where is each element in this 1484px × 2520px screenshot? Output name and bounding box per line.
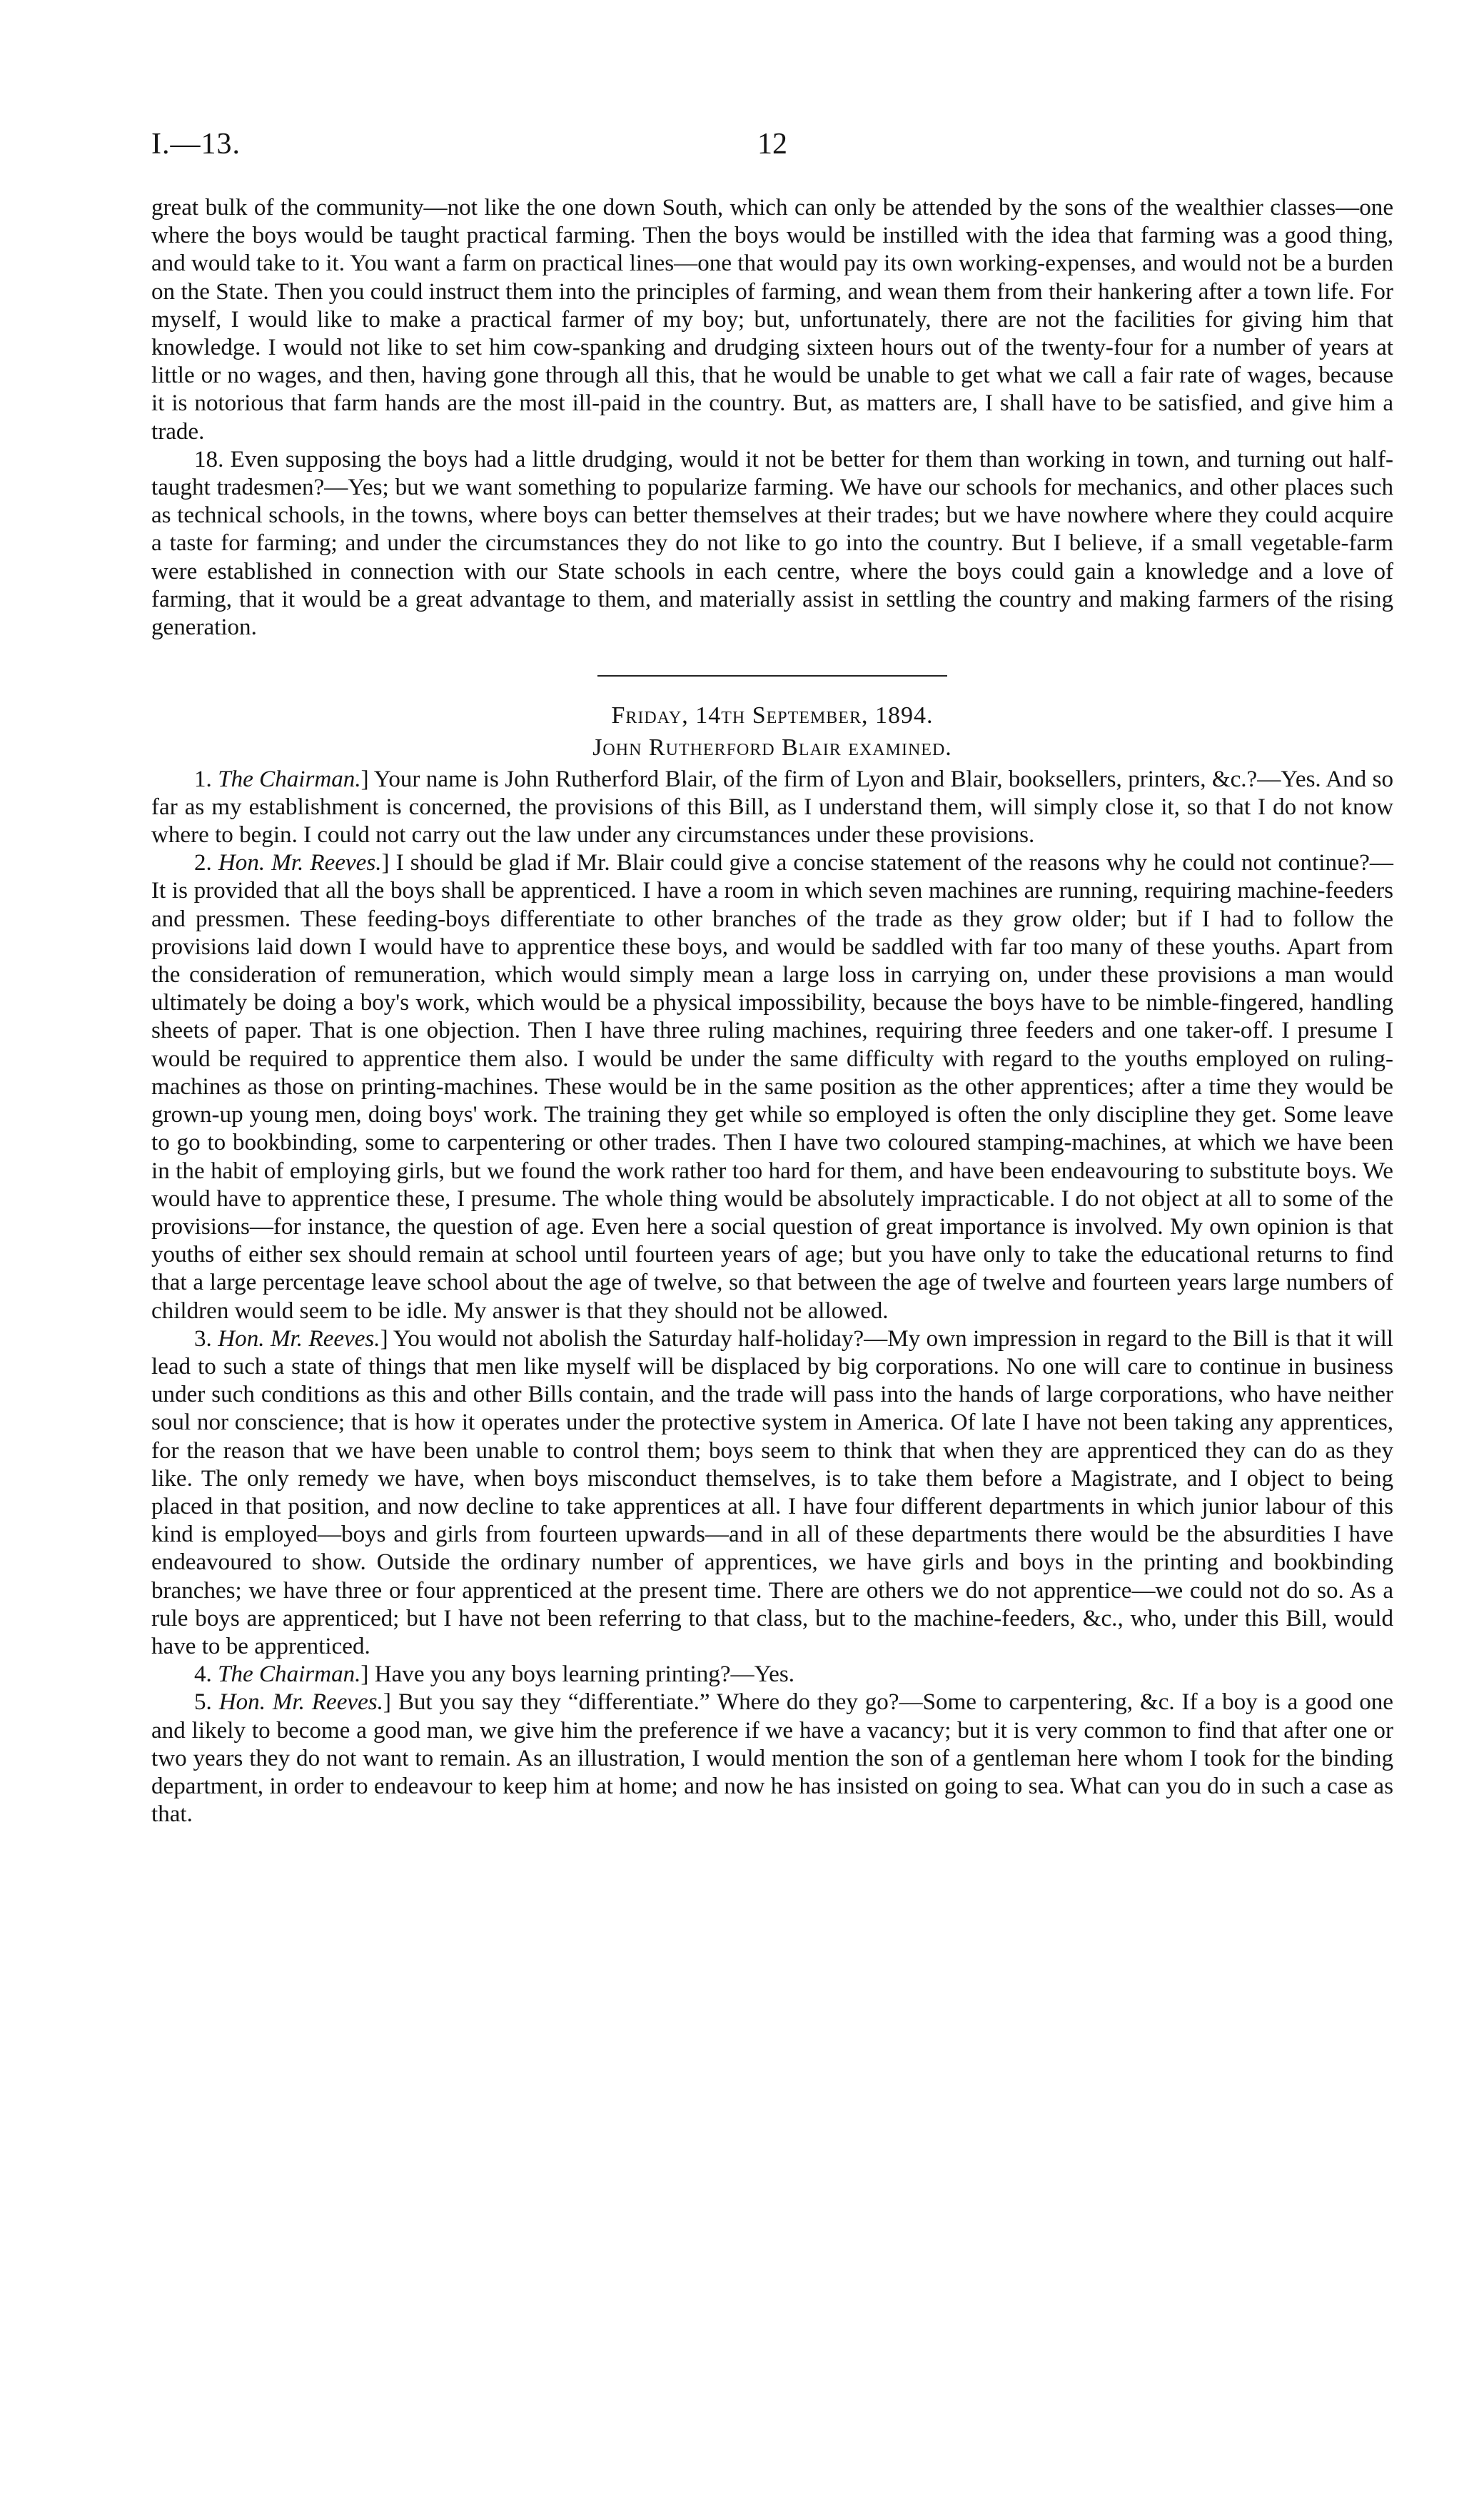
question-speaker: The Chairman. <box>218 1661 361 1688</box>
paragraph-continuation: great bulk of the community—not like the one down South, which can only be attended by the sons of the wealthier classes—one where the boys would be taught practical farming. Then the boys would be instilled with the idea that farming was a good thing, and would take to it. You want a farm on practical lines—one that would pay its own working-expenses, and would not be a burden on the State. Then you could instruct them into the principles of farming, and wean them from their hankering after a town life. For myself, I would like to make a practical farmer of my boy; but, unfortunately, there are not the facilities for giving him that knowledge. I would not like to set him cow-spanking and drudging sixteen hours out of the twenty-four for a number of years at little or no wages, and then, having gone through all this, that he would be unable to get what we call a fair rate of wages, because it is notorious that farm hands are the most ill-paid in the country. But, as matters are, I shall have to be satisfied, and give him a trade. <box>151 195 1393 445</box>
witness-heading: John Rutherford Blair examined. <box>592 734 952 761</box>
question-number: 4. <box>194 1661 212 1688</box>
question-text: But you say they “differentiate.” Where do they go?—Some to carpentering, &c. If a boy is a good one and likely to become a good man, we give him the preference if we have a vacancy; but it is very common to find that after one or two years they do not want to remain. As an illustration, I would mention the son of a gentleman here whom I took for the binding department, in order to endeavour to keep him at home; and now he has insisted on going to sea. What can you do in such a case as that. <box>151 1689 1393 1828</box>
question-number: 2. <box>194 850 212 876</box>
question-speaker: Hon. Mr. Reeves. <box>218 1325 380 1352</box>
document-reference: I.—13. <box>151 128 241 161</box>
question-paragraph: 1. The Chairman.] Your name is John Rutherford Blair, of the firm of Lyon and Blair, booksellers, printers, &c.?—Yes. And so far as my establishment is concerned, the provisions of this Bill, as I understand them, will simply close it, so that I do not know where to begin. I could not carry out the law under any circumstances under these provisions. <box>151 766 1393 849</box>
question-text: I should be glad if Mr. Blair could give a concise statement of the reasons why he could not continue?—It is provided that all the boys shall be apprenticed. I have a room in which seven machines are running, requiring machine-feeders and pressmen. These feeding-boys differentiate to other branches of the trade as they grow older; but if I had to follow the provisions laid down I would have to apprentice these boys, and would be saddled with far too many of these youths. Apart from the consideration of remuneration, which would simply mean a large loss in carrying on, under these provisions a man would ultimately be doing a boy's work, which would be a physical impossibility, because the boys have to be nimble-fingered, handling sheets of paper. That is one objection. Then I have three ruling machines, requiring three feeders and one taker-off. I presume I would be required to apprentice them also. I would be under the same difficulty with regard to the youths employed on ruling-machines as those on printing-machines. These would be in the same position as the other apprentices; after a time they would be grown-up young men, doing boys' work. The training they get while so employed is often the only discipline they get. Some leave to go to bookbinding, some to carpentering or other trades. Then I have two coloured stamping-machines, at which we have been in the habit of employing girls, but we found the work rather too hard for them, and have been endeavouring to substitute boys. We would have to apprentice these, I presume. The whole thing would be absolutely impracticable. I do not object at all to some of the provisions—for instance, the question of age. Even here a social question of great importance is involved. My own opinion is that youths of either sex should remain at school until fourteen years of age; but you have only to take the educational returns to find that a large percentage leave school about the age of twelve, so that between the age of twelve and fourteen years large numbers of children would seem to be idle. My answer is that they should not be allowed. <box>151 850 1393 1324</box>
question-number: 3. <box>194 1325 212 1352</box>
question-speaker: Hon. Mr. Reeves. <box>218 850 382 876</box>
session-date-heading: Friday, 14th September, 1894. <box>611 702 934 729</box>
question-speaker: The Chairman. <box>218 766 361 792</box>
question-text: You would not abolish the Saturday half-holiday?—My own impression in regard to the Bill is that it will lead to such a state of things that men like myself will be displaced by big corporations. No one will care to continue in business under such conditions as this and other Bills contain, and the trade will pass into the hands of large corporations, who have neither soul nor conscience; that is how it operates under the protective system in America. Of late I have not been taking any apprentices, for the reason that we have been unable to control them; boys seem to think that when they are apprenticed they can do as they like. The only remedy we have, when boys misconduct themselves, is to take them before a Magistrate, and I object to being placed in that position, and now decline to take apprentices at all. I have four different departments in which junior labour of this kind is employed—boys and girls from fourteen upwards—and in all of these departments there would be the absurdities I have endeavoured to show. Outside the ordinary number of apprentices, we have girls and boys in the printing and bookbinding branches; we have three or four apprenticed at the present time. There are others we do not apprentice—we could not do so. As a rule boys are apprenticed; but I have not been referring to that class, but to the machine-feeders, &c., who, under this Bill, would have to be apprenticed. <box>151 1325 1393 1659</box>
document-body <box>151 194 1393 1828</box>
question-number: 1. <box>194 766 212 792</box>
question-paragraph: 5. Hon. Mr. Reeves.] But you say they “differentiate.” Where do they go?—Some to carpentering, &c. If a boy is a good one and likely to become a good man, we give him the preference if we have a vacancy; but it is very common to find that after one or two years they do not want to remain. As an illustration, I would mention the son of a gentleman here whom I took for the binding department, in order to endeavour to keep him at home; and now he has insisted on going to sea. What can you do in such a case as that. <box>151 1689 1393 1828</box>
paragraph-question-18: 18. Even supposing the boys had a little drudging, would it not be better for them than working in town, and turning out half-taught tradesmen?—Yes; but we want something to popularize farming. We have our schools for mechanics, and other places such as technical schools, in the towns, where boys can better themselves at their trades; but we have nowhere where they could acquire a taste for farming; and under the circumstances they do not like to go into the country. But I believe, if a small vegetable-farm were established in connection with our State schools in each centre, where the boys could gain a knowledge and a love of farming, that it would be a great advantage to them, and materially assist in settling the country and making farmers of the rising generation. <box>151 446 1393 641</box>
page-header <box>151 127 1393 170</box>
question-paragraph: 2. Hon. Mr. Reeves.] I should be glad if Mr. Blair could give a concise statement of the reasons why he could not continue?—It is provided that all the boys shall be apprenticed. I have a room in which seven machines are running, requiring machine-feeders and pressmen. These feeding-boys differentiate to other branches of the trade as they grow older; but if I had to follow the provisions laid down I would have to apprentice these boys, and would be saddled with far too many of these youths. Apart from the consideration of remuneration, which would simply mean a large loss in carrying on, under these provisions a man would ultimately be doing a boy's work, which would be a physical impossibility, because the boys have to be nimble-fingered, handling sheets of paper. That is one objection. Then I have three ruling machines, requiring three feeders and one taker-off. I presume I would be required to apprentice them also. I would be under the same difficulty with regard to the youths employed on ruling-machines as those on printing-machines. These would be in the same position as the other apprentices; after a time they would be grown-up young men, doing boys' work. The training they get while so employed is often the only discipline they get. Some leave to go to bookbinding, some to carpentering or other trades. Then I have two coloured stamping-machines, at which we have been in the habit of employing girls, but we found the work rather too hard for them, and have been endeavouring to substitute boys. We would have to apprentice these, I presume. The whole thing would be absolutely impracticable. I do not object at all to some of the provisions—for instance, the question of age. Even here a social question of great importance is involved. My own opinion is that youths of either sex should remain at school until fourteen years of age; but you have only to take the educational returns to find that a large percentage leave school about the age of twelve, so that between the age of twelve and fourteen years large numbers of children would seem to be idle. My answer is that they should not be allowed. <box>151 850 1393 1324</box>
question-speaker: Hon. Mr. Reeves. <box>218 1689 383 1716</box>
question-paragraph: 3. Hon. Mr. Reeves.] You would not abolish the Saturday half-holiday?—My own impression in regard to the Bill is that it will lead to such a state of things that men like myself will be displaced by big corporations. No one will care to continue in business under such conditions as this and other Bills contain, and the trade will pass into the hands of large corporations, who have neither soul nor conscience; that is how it operates under the protective system in America. Of late I have not been taking any apprentices, for the reason that we have been unable to control them; boys seem to think that when they are apprenticed they can do as they like. The only remedy we have, when boys misconduct themselves, is to take them before a Magistrate, and I object to being placed in that position, and now decline to take apprentices at all. I have four different departments in which junior labour of this kind is employed—boys and girls from fourteen upwards—and in all of these departments there would be the absurdities I have endeavoured to show. Outside the ordinary number of apprentices, we have girls and boys in the printing and bookbinding branches; we have three or four apprenticed at the present time. There are others we do not apprentice—we could not do so. As a rule boys are apprenticed; but I have not been referring to that class, but to the machine-feeders, &c., who, under this Bill, would have to be apprenticed. <box>151 1325 1393 1659</box>
question-text: Your name is John Rutherford Blair, of the firm of Lyon and Blair, booksellers, printers, &c.?—Yes. And so far as my establishment is concerned, the provisions of this Bill, as I understand them, will simply close it, so that I do not know where to begin. I could not carry out the law under any circumstances under these provisions. <box>151 766 1393 849</box>
question-number: 5. <box>194 1689 212 1716</box>
question-paragraph: 4. The Chairman.] Have you any boys learning printing?—Yes. <box>194 1661 795 1688</box>
page-number: 12 <box>757 128 787 161</box>
section-divider <box>597 675 947 677</box>
question-text: Have you any boys learning printing?—Yes. <box>374 1661 795 1688</box>
